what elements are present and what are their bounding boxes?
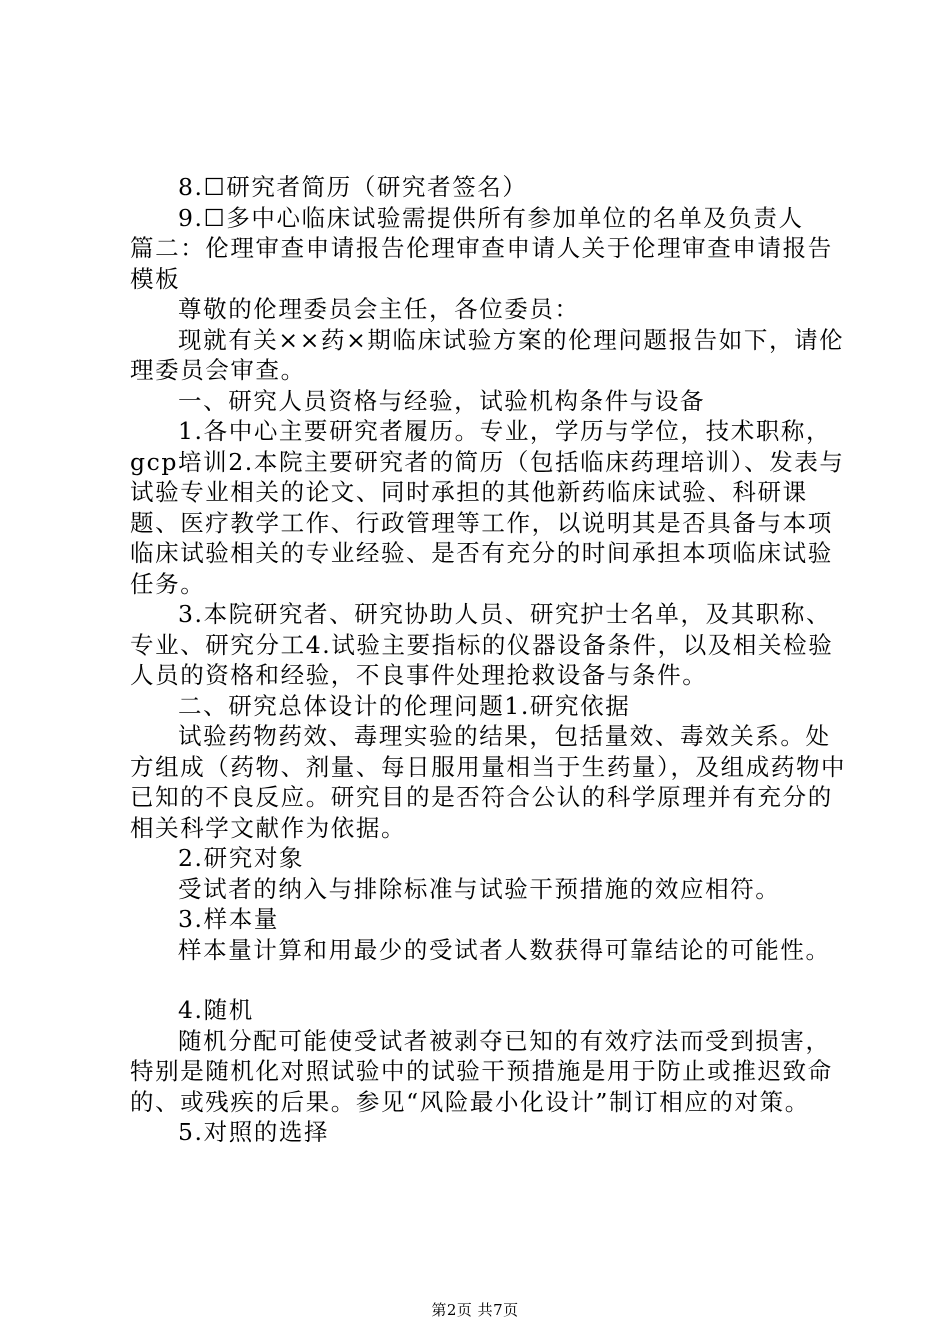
paragraph-intro: 现就有关××药×期临床试验方案的伦理问题报告如下，请伦理委员会审查。	[130, 325, 845, 384]
paragraph-gap	[130, 965, 850, 995]
paragraph-researcher-resume: 1.各中心主要研究者履历。专业，学历与学位，技术职称，gcp培训2.本院主要研究者的简历（包括临床药理培训）、发表与试验专业相关的论文、同时承担的其他新药临床试验、科研课题、医疗教学工作、行政管理等工作，以说明其是否具备与本项临床试验相关的专业经验、是否有充分的时间承担本项临床试验任务。	[130, 417, 845, 598]
paragraph-sample-size: 样本量计算和用最少的受试者人数获得可靠结论的可能性。	[178, 935, 831, 964]
salutation: 尊敬的伦理委员会主任，各位委员：	[178, 295, 580, 323]
subheading-randomization: 4.随机	[178, 996, 254, 1024]
subheading-research-subjects: 2.研究对象	[178, 844, 305, 872]
paragraph-research-basis: 试验药物药效、毒理实验的结果，包括量效、毒效关系。处方组成（药物、剂量、每日服用量相当于生药量），及组成药物中已知的不良反应。研究目的是否符合公认的科学原理并有充分的相关科学文献作为依据。	[130, 722, 847, 842]
document-body	[130, 172, 850, 1148]
section-heading-two: 二、研究总体设计的伦理问题1.研究依据	[178, 691, 631, 720]
section-heading-part-two: 篇二：伦理审查申请报告伦理审查申请人关于伦理审查申请报告模板	[130, 234, 833, 293]
subheading-sample-size: 3.样本量	[178, 905, 279, 933]
page-footer: 第2页 共7页	[431, 1301, 519, 1319]
paragraph-randomization: 随机分配可能使受试者被剥夺已知的有效疗法而受到损害，特别是随机化对照试验中的试验干预措施是用于防止或推迟致命的、或残疾的后果。参见“风险最小化设计”制订相应的对策。	[130, 1026, 833, 1116]
paragraph-item-8: 8.☐研究者简历（研究者签名）	[178, 173, 528, 201]
paragraph-item-9: 9.☐多中心临床试验需提供所有参加单位的名单及负责人	[178, 203, 804, 232]
paragraph-research-subjects: 受试者的纳入与排除标准与试验干预措施的效应相符。	[178, 874, 781, 903]
section-heading-one: 一、研究人员资格与经验，试验机构条件与设备	[178, 386, 706, 415]
paragraph-research-staff: 3.本院研究者、研究协助人员、研究护士名单，及其职称、专业、研究分工4.试验主要指标的仪器设备条件，以及相关检验人员的资格和经验，不良事件处理抢救设备与条件。	[130, 600, 834, 689]
subheading-control-selection: 5.对照的选择	[178, 1118, 330, 1146]
